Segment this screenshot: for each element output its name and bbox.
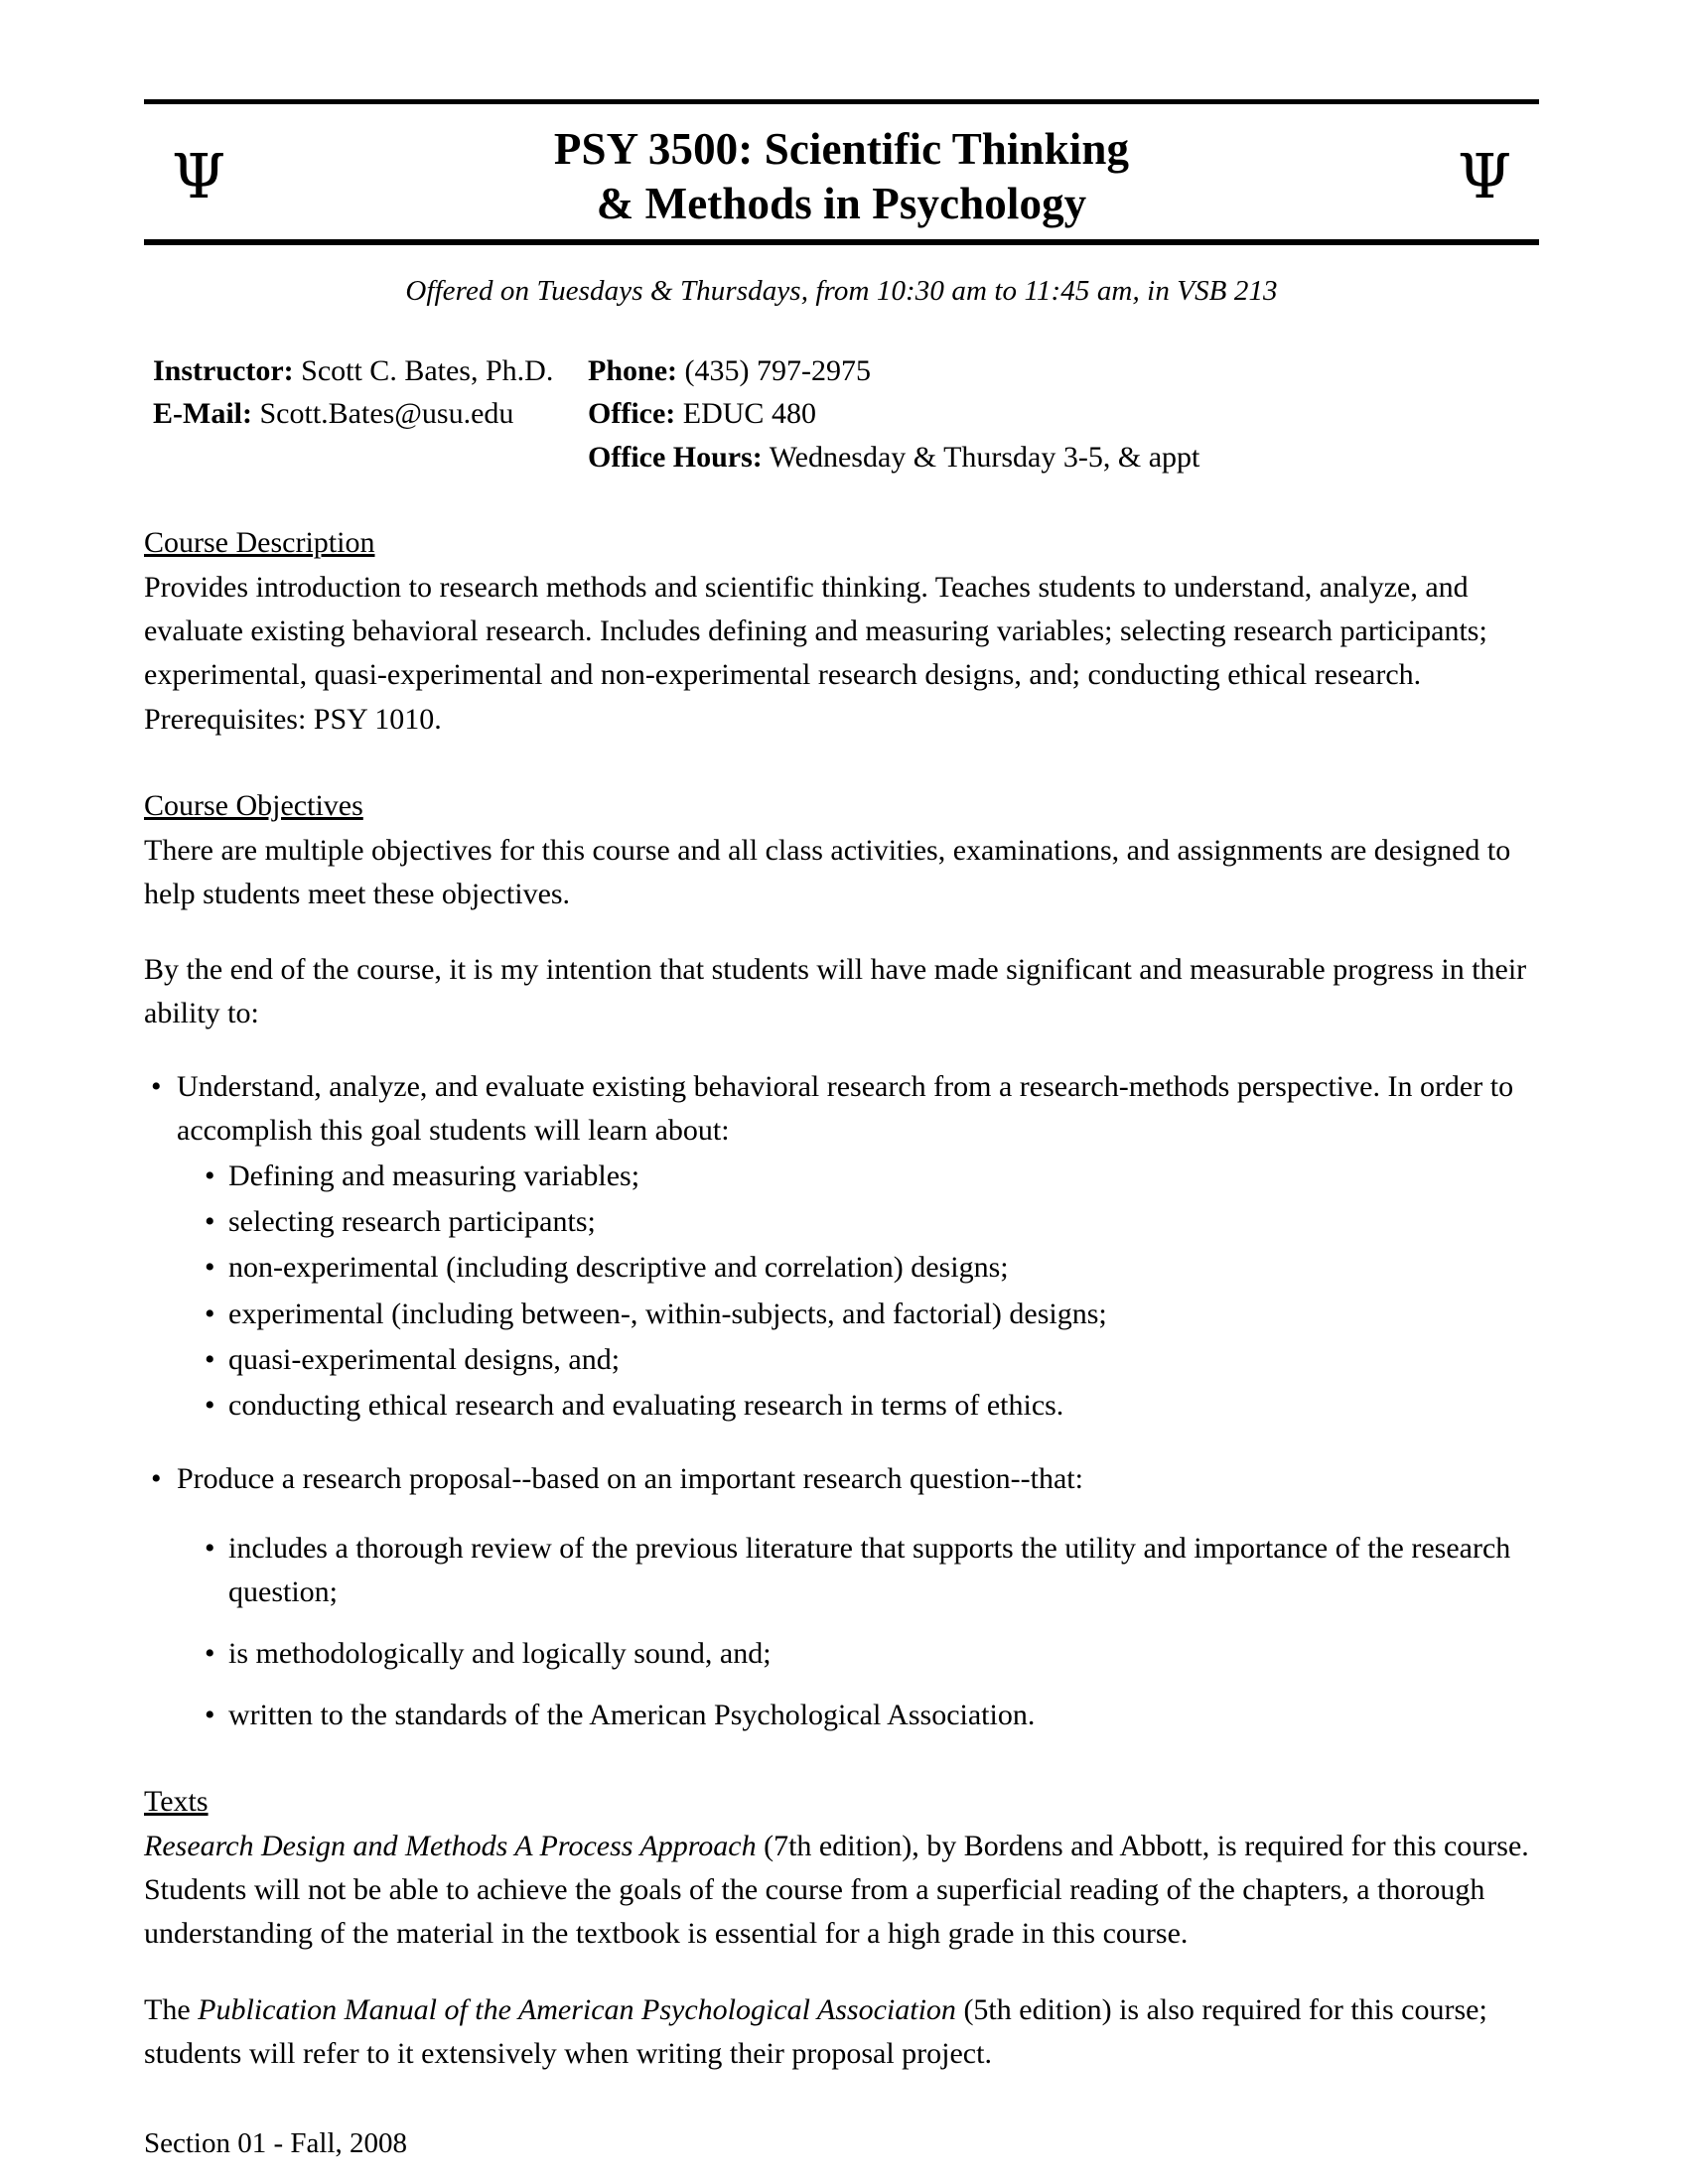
texts-paragraph-2 (144, 1988, 1539, 2076)
header-bottom-rule (144, 239, 1539, 245)
page-title (253, 122, 1430, 231)
sub-item-label: quasi-experimental designs, and; (228, 1342, 621, 1376)
bullet-icon: • (151, 1461, 162, 1495)
page-content (144, 99, 1539, 2160)
sub-item-label: experimental (including between-, within-subjects, and factorial) designs; (228, 1297, 1107, 1330)
bullet-icon: • (205, 1297, 215, 1330)
objective-2-text: Produce a research proposal--based on an important research question--that: (177, 1461, 1083, 1495)
contact-column-right (570, 349, 1539, 479)
list-item (201, 1200, 1539, 1244)
bullet-icon: • (205, 1160, 215, 1193)
objective-1-text: Understand, analyze, and evaluate existing behavioral research from a research-methods perspective. In order to accomplish this goal students will learn about: (177, 1070, 1514, 1148)
sub-item-label: non-experimental (including descriptive and correlation) designs; (228, 1251, 1009, 1285)
phone-row (588, 349, 1539, 393)
office-hours-row (588, 436, 1539, 479)
objective-1-sublist (177, 1155, 1539, 1428)
email-value: Scott.Bates@usu.edu (251, 397, 514, 431)
psi-icon-left: Ψ (171, 139, 226, 212)
list-item (201, 1246, 1539, 1290)
office-value: EDUC 480 (675, 397, 816, 431)
instructor-value: Scott C. Bates, Ph.D. (293, 353, 554, 387)
office-row (588, 392, 1539, 436)
title-line-1: PSY 3500: Scientific Thinking (553, 124, 1130, 174)
list-item (201, 1155, 1539, 1198)
bullet-icon: • (205, 1699, 215, 1732)
bullet-icon: • (205, 1205, 215, 1239)
manual-prefix: The (144, 1992, 199, 2026)
list-item (201, 1293, 1539, 1336)
title-line-2: & Methods in Psychology (596, 178, 1087, 228)
sub-item-label: is methodologically and logically sound, and; (228, 1637, 772, 1671)
manual-title: Publication Manual of the American Psychological Association (198, 1992, 956, 2026)
email-label: E-Mail: (153, 397, 252, 431)
course-objectives-intent: By the end of the course, it is my intention that students will have made significant and measurable progress in their ability to: (144, 952, 1527, 1029)
objectives-list (144, 1065, 1539, 1737)
course-objectives-heading: Course Objectives (144, 788, 363, 822)
course-description-body: Provides introduction to research methods and scientific thinking. Teaches students to understand, analyze, and evaluate existing behavioral research. Includes defining and measuring variables; selecting research participants; experimental, quasi-experimental and non-experimental research designs, and; conducting ethical research. Prerequisites: PSY 1010. (144, 571, 1487, 736)
sub-item-label: Defining and measuring variables; (228, 1160, 640, 1193)
phone-label: Phone: (588, 353, 677, 387)
list-item (201, 1632, 1539, 1676)
bullet-icon: • (205, 1251, 215, 1285)
schedule-line: Offered on Tuesdays & Thursdays, from 10:30 am to 11:45 am, in VSB 213 (405, 274, 1278, 307)
bullet-icon: • (205, 1342, 215, 1376)
textbook-title: Research Design and Methods A Process Approach (144, 1830, 757, 1863)
list-item (144, 1457, 1539, 1737)
bullet-icon: • (151, 1070, 162, 1104)
sub-item-label: selecting research participants; (228, 1205, 596, 1239)
email-row (153, 392, 570, 436)
office-hours-value: Wednesday & Thursday 3-5, & appt (762, 440, 1200, 474)
course-objectives-intro: There are multiple objectives for this course and all class activities, examinations, and assignments are designed to help students meet these objectives. (144, 833, 1511, 910)
texts-paragraph-1 (144, 1825, 1539, 1956)
bullet-icon: • (205, 1531, 215, 1565)
course-description-heading: Course Description (144, 526, 375, 560)
psi-icon-right: Ψ (1457, 139, 1512, 212)
sub-item-label: written to the standards of the American Psychological Association. (228, 1699, 1036, 1732)
instructor-label: Instructor: (153, 353, 294, 387)
texts-heading: Texts (144, 1785, 209, 1819)
contact-block (144, 349, 1539, 479)
office-hours-label: Office Hours: (588, 440, 763, 474)
list-item (201, 1527, 1539, 1614)
manual-detail: (5th edition) is also required for this course; students will refer to it extensively when writing their proposal project. (144, 1992, 1487, 2070)
sub-item-label: includes a thorough review of the previous literature that supports the utility and importance of the research question; (228, 1531, 1511, 1608)
course-objectives-section (144, 742, 1539, 1738)
sub-item-label: conducting ethical research and evaluating research in terms of ethics. (228, 1388, 1064, 1422)
section-term-footer: Section 01 - Fall, 2008 (144, 2126, 408, 2159)
contact-column-left (144, 349, 570, 479)
phone-value: (435) 797-2975 (677, 353, 871, 387)
instructor-row (153, 349, 570, 393)
bullet-icon: • (205, 1388, 215, 1422)
texts-section (144, 1737, 1539, 2075)
list-item (201, 1694, 1539, 1737)
list-item (201, 1384, 1539, 1428)
list-item (201, 1338, 1539, 1382)
masthead (144, 104, 1539, 239)
course-description-section (144, 478, 1539, 741)
office-label: Office: (588, 397, 676, 431)
list-item (144, 1065, 1539, 1428)
objective-2-sublist (177, 1527, 1539, 1737)
textbook-detail: (7th edition), by Bordens and Abbott, is required for this course. Students will not be able to achieve the goals of the course from a superficial reading of the chapters, a thorough understanding of the material in the textbook is essential for a high grade in this course. (144, 1830, 1529, 1951)
bullet-icon: • (205, 1637, 215, 1671)
